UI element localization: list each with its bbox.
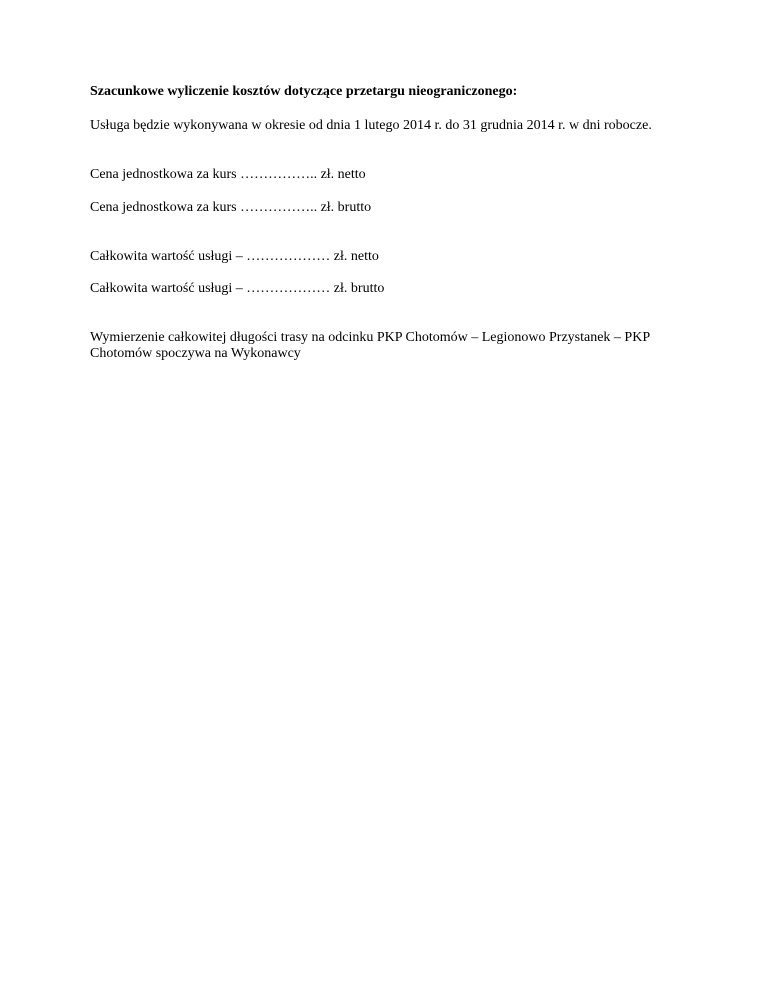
total-value-gross-line: Całkowita wartość usługi – ……………… zł. brutto	[90, 281, 385, 296]
service-period-paragraph: Usługa będzie wykonywana w okresie od dnia 1 lutego 2014 r. do 31 grudnia 2014 r. w dni robocze.	[90, 118, 652, 133]
route-measurement-paragraph: Wymierzenie całkowitej długości trasy na odcinku PKP Chotomów – Legionowo Przystanek – PKP Chotomów spoczywa na Wykonawcy	[90, 330, 650, 361]
total-value-net-line: Całkowita wartość usługi – ……………… zł. netto	[90, 249, 379, 264]
document-title: Szacunkowe wyliczenie kosztów dotyczące przetargu nieograniczonego:	[90, 84, 518, 99]
unit-price-net-line: Cena jednostkowa za kurs …………….. zł. netto	[90, 167, 366, 182]
unit-price-gross-line: Cena jednostkowa za kurs …………….. zł. brutto	[90, 200, 372, 215]
